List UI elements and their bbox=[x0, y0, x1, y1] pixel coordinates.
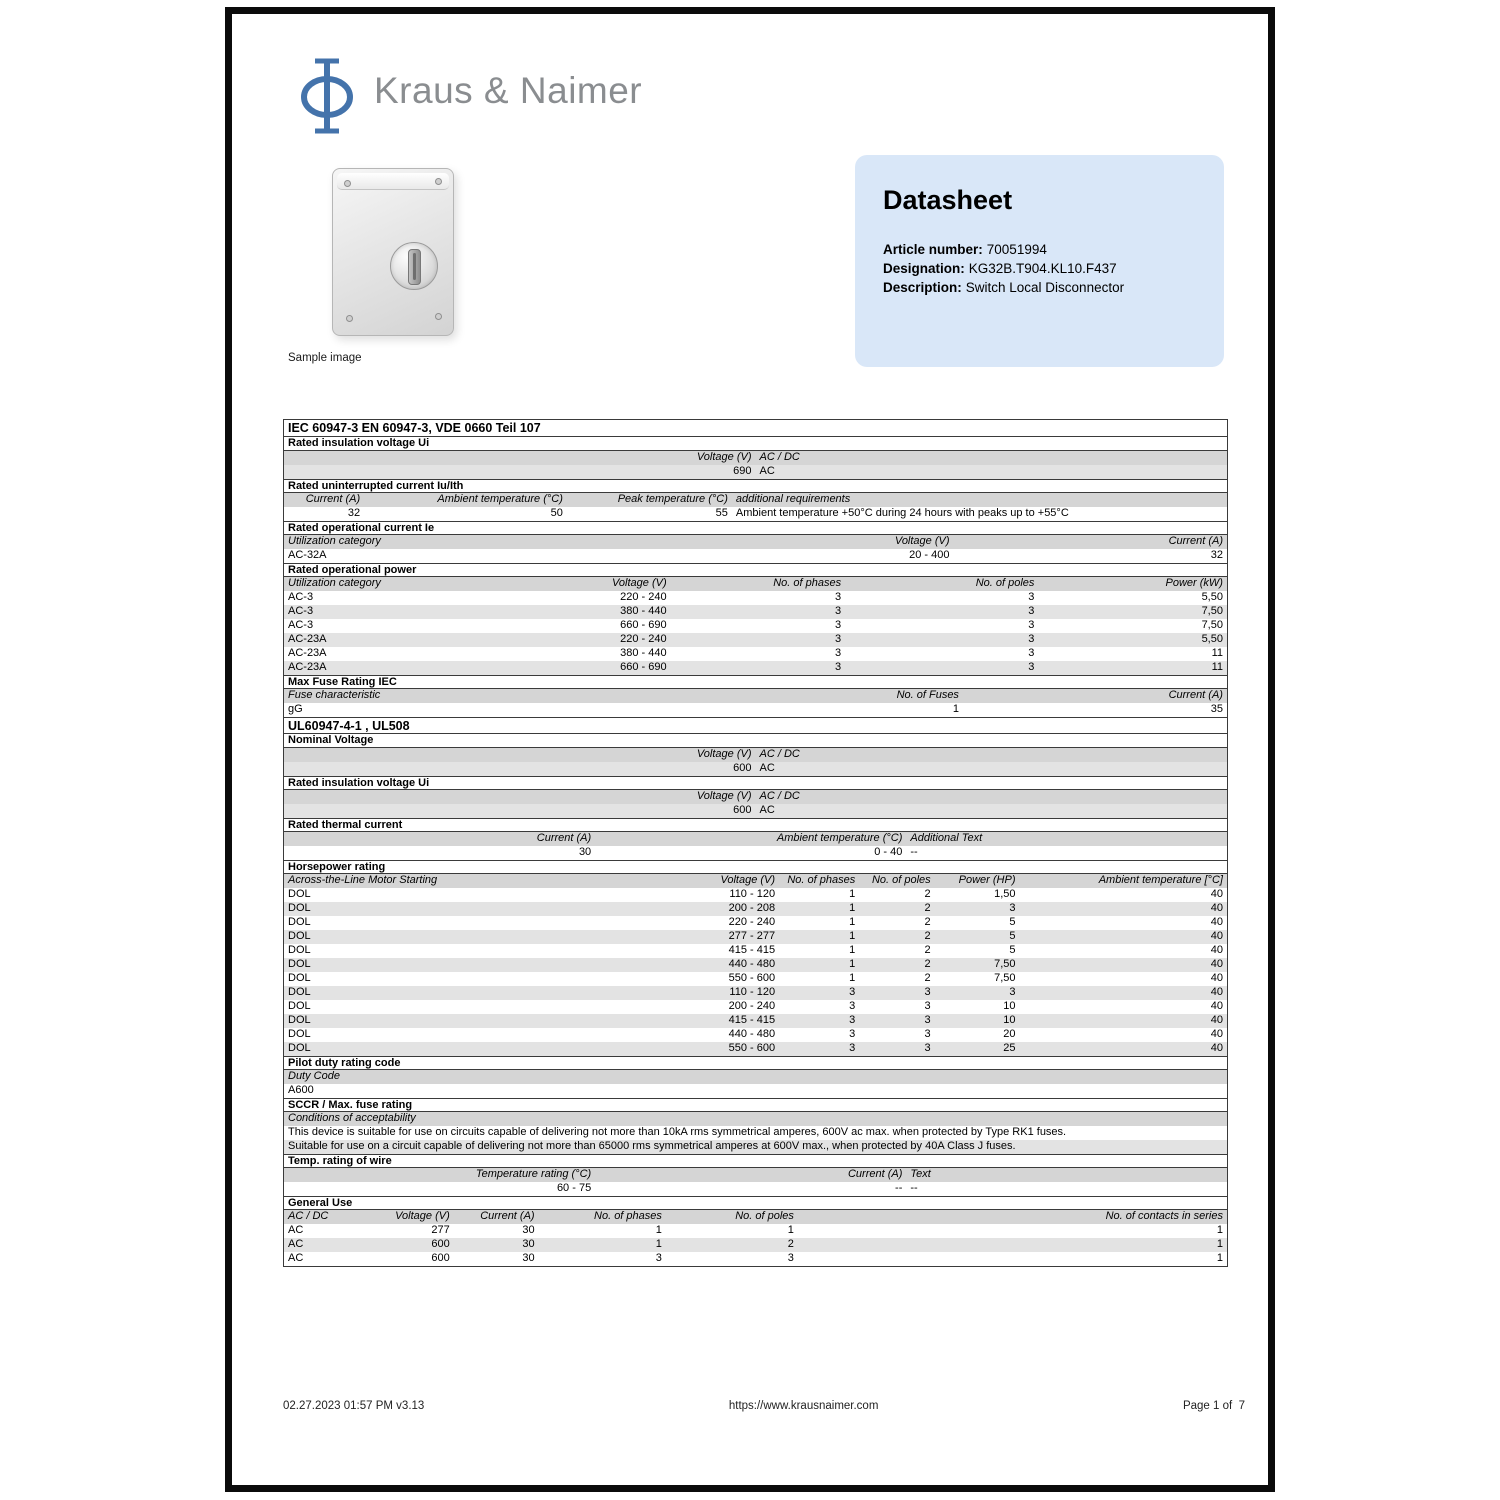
sample-image-caption: Sample image bbox=[288, 352, 362, 364]
table-cell: 30 bbox=[522, 1252, 535, 1264]
phi-icon bbox=[298, 56, 356, 136]
table-column-header-row bbox=[284, 451, 1227, 465]
table-cell: DOL bbox=[288, 902, 311, 914]
table-cell: 20 bbox=[1003, 1028, 1016, 1040]
table-column-header-row bbox=[284, 1168, 1227, 1182]
table-subsection-header: Nominal Voltage bbox=[284, 734, 1227, 748]
table-cell: 3 bbox=[787, 1252, 794, 1264]
table-cell: 1 bbox=[655, 1224, 662, 1236]
table-row bbox=[284, 465, 1227, 479]
description-field bbox=[883, 278, 1196, 297]
table-cell: AC / DC bbox=[288, 1210, 329, 1222]
table-cell: 40 bbox=[1210, 1042, 1223, 1054]
table-cell: 30 bbox=[522, 1224, 535, 1236]
table-row bbox=[284, 972, 1227, 986]
spec-table bbox=[283, 419, 1228, 1267]
table-subsection-header: Rated insulation voltage Ui bbox=[284, 776, 1227, 790]
table-cell: 3 bbox=[924, 986, 931, 998]
table-cell: 10 bbox=[1003, 1000, 1016, 1012]
table-cell: 1 bbox=[952, 703, 959, 715]
table-cell: Voltage (V) bbox=[696, 790, 752, 802]
table-cell: No. of poles bbox=[975, 577, 1035, 589]
table-subsection-header: Rated operational power bbox=[284, 563, 1227, 577]
table-cell: 50 bbox=[550, 507, 563, 519]
table-cell: DOL bbox=[288, 1000, 311, 1012]
rotary-knob bbox=[390, 242, 438, 290]
table-cell: 380 - 440 bbox=[620, 647, 667, 659]
table-cell: 200 - 240 bbox=[728, 1000, 776, 1012]
table-column-header-row bbox=[284, 1070, 1227, 1084]
table-cell: 1 bbox=[1216, 1238, 1223, 1250]
table-subsection-header: Pilot duty rating code bbox=[284, 1056, 1227, 1070]
table-row bbox=[284, 916, 1227, 930]
table-cell: 5,50 bbox=[1201, 591, 1223, 603]
table-cell: AC bbox=[288, 1238, 304, 1250]
designation-field bbox=[883, 259, 1196, 278]
footer-url-link[interactable]: https://www.krausnaimer.com bbox=[728, 1400, 879, 1412]
table-cell: 3 bbox=[849, 1000, 856, 1012]
table-column-header-row bbox=[284, 1112, 1227, 1126]
table-cell: 3 bbox=[849, 986, 856, 998]
table-cell: 5,50 bbox=[1201, 633, 1223, 645]
table-row bbox=[284, 605, 1227, 619]
table-cell: 2 bbox=[924, 902, 931, 914]
table-row bbox=[284, 647, 1227, 661]
footer-page-number: Page 1 of 7 bbox=[1182, 1400, 1245, 1412]
table-cell: 3 bbox=[834, 591, 842, 603]
table-cell: 30 bbox=[578, 846, 592, 858]
table-cell: 3 bbox=[924, 1014, 931, 1026]
table-row bbox=[284, 958, 1227, 972]
table-cell: Voltage (V) bbox=[395, 1210, 450, 1222]
article-number-field bbox=[883, 240, 1196, 259]
table-section-header: UL60947-4-1 , UL508 bbox=[284, 717, 1227, 734]
table-subsection-header: Rated thermal current bbox=[284, 818, 1227, 832]
table-row bbox=[284, 1224, 1227, 1238]
table-cell: 2 bbox=[924, 944, 931, 956]
table-cell: 5 bbox=[1009, 944, 1016, 956]
table-cell: AC-23A bbox=[288, 661, 327, 673]
table-cell: DOL bbox=[288, 986, 311, 998]
table-cell: 1 bbox=[849, 930, 856, 942]
table-cell: 40 bbox=[1210, 1014, 1223, 1026]
table-cell: 550 - 600 bbox=[728, 1042, 776, 1054]
table-cell: 11 bbox=[1211, 647, 1223, 659]
page-footer bbox=[283, 1400, 1245, 1412]
table-cell: 600 bbox=[431, 1252, 450, 1264]
table-cell: 5 bbox=[1009, 930, 1016, 942]
table-cell: 1 bbox=[1216, 1224, 1223, 1236]
table-cell: 200 - 208 bbox=[728, 902, 776, 914]
table-cell: Ambient temperature (°C) bbox=[776, 832, 903, 844]
table-cell: 3 bbox=[655, 1252, 662, 1264]
page-frame bbox=[225, 7, 1275, 1492]
table-cell: AC / DC bbox=[759, 451, 800, 463]
table-row bbox=[284, 1028, 1227, 1042]
field-value: 70051994 bbox=[986, 242, 1047, 257]
table-cell: DOL bbox=[288, 972, 311, 984]
table-cell: 3 bbox=[834, 633, 842, 645]
table-cell: Voltage (V) bbox=[720, 874, 776, 886]
table-column-header-row bbox=[284, 748, 1227, 762]
table-cell: AC bbox=[759, 762, 775, 774]
table-cell: DOL bbox=[288, 1028, 311, 1040]
table-row bbox=[284, 1042, 1227, 1056]
table-cell: 40 bbox=[1210, 1028, 1223, 1040]
table-subsection-header: Horsepower rating bbox=[284, 860, 1227, 874]
table-cell: 3 bbox=[924, 1028, 931, 1040]
table-cell: 1 bbox=[655, 1238, 662, 1250]
table-cell: 3 bbox=[1028, 647, 1035, 659]
table-column-header-row bbox=[284, 1210, 1227, 1224]
table-subsection-header: Temp. rating of wire bbox=[284, 1154, 1227, 1168]
table-cell: 440 - 480 bbox=[728, 958, 776, 970]
table-cell: No. of poles bbox=[871, 874, 931, 886]
table-cell: 3 bbox=[1028, 661, 1035, 673]
table-cell: 600 bbox=[733, 762, 752, 774]
table-cell: Current (A) bbox=[1168, 535, 1223, 547]
footer-timestamp: 02.27.2023 01:57 PM v3.13 bbox=[283, 1400, 425, 1412]
table-cell: Current (A) bbox=[305, 493, 361, 505]
table-cell: 7,50 bbox=[1201, 619, 1223, 631]
table-column-header-row bbox=[284, 535, 1227, 549]
table-cell: DOL bbox=[288, 1042, 311, 1054]
table-cell: 0 - 40 bbox=[874, 846, 903, 858]
table-cell: 60 - 75 bbox=[556, 1182, 592, 1194]
table-cell: -- bbox=[910, 1182, 918, 1194]
table-cell: 1 bbox=[849, 916, 856, 928]
table-cell: 660 - 690 bbox=[620, 661, 667, 673]
table-cell: No. of phases bbox=[773, 577, 842, 589]
table-cell: 660 - 690 bbox=[620, 619, 667, 631]
table-cell: 110 - 120 bbox=[729, 888, 776, 900]
table-cell: 1 bbox=[1216, 1252, 1223, 1264]
table-row bbox=[284, 661, 1227, 675]
table-cell: 32 bbox=[347, 507, 361, 519]
table-column-header-row bbox=[284, 493, 1227, 507]
table-cell: gG bbox=[288, 703, 303, 715]
table-cell: No. of poles bbox=[735, 1210, 794, 1222]
table-cell: 1 bbox=[787, 1224, 794, 1236]
screw-icon bbox=[435, 178, 442, 185]
table-row bbox=[284, 902, 1227, 916]
table-cell: No. of phases bbox=[594, 1210, 662, 1222]
table-cell: No. of Fuses bbox=[896, 689, 959, 701]
table-cell: DOL bbox=[288, 958, 311, 970]
table-cell: Voltage (V) bbox=[696, 451, 752, 463]
table-cell: Current (A) bbox=[480, 1210, 535, 1222]
table-cell: additional requirements bbox=[735, 493, 851, 505]
table-cell: DOL bbox=[288, 916, 311, 928]
table-cell: 3 bbox=[834, 647, 842, 659]
table-cell: AC-23A bbox=[288, 633, 327, 645]
table-cell: 440 - 480 bbox=[728, 1028, 776, 1040]
table-row bbox=[284, 633, 1227, 647]
table-cell: Text bbox=[910, 1168, 931, 1180]
table-cell: 2 bbox=[924, 972, 931, 984]
table-cell: 600 bbox=[733, 804, 752, 816]
table-cell: -- bbox=[895, 1182, 903, 1194]
table-cell: Power (kW) bbox=[1165, 577, 1223, 589]
table-cell: AC bbox=[759, 804, 775, 816]
table-cell: 3 bbox=[849, 1042, 856, 1054]
table-column-header-row bbox=[284, 689, 1227, 703]
table-subsection-header: Max Fuse Rating IEC bbox=[284, 675, 1227, 689]
table-cell: Current (A) bbox=[536, 832, 592, 844]
table-row bbox=[284, 1238, 1227, 1252]
table-cell: AC bbox=[288, 1252, 304, 1264]
table-cell: 3 bbox=[1009, 902, 1016, 914]
datasheet-panel bbox=[855, 155, 1224, 367]
product-image bbox=[332, 168, 454, 336]
table-cell: 3 bbox=[834, 661, 842, 673]
table-row bbox=[284, 1014, 1227, 1028]
table-cell: 1 bbox=[849, 972, 856, 984]
table-cell: Across-the-Line Motor Starting bbox=[288, 874, 438, 886]
table-cell: A600 bbox=[288, 1084, 314, 1096]
table-cell: Ambient temperature +50°C during 24 hours with peaks up to +55°C bbox=[735, 507, 1069, 519]
table-cell: 7,50 bbox=[994, 972, 1016, 984]
table-cell: 55 bbox=[715, 507, 728, 519]
table-row bbox=[284, 888, 1227, 902]
table-cell: 3 bbox=[834, 605, 842, 617]
table-cell: AC-32A bbox=[288, 549, 327, 561]
table-cell: AC-3 bbox=[288, 605, 314, 617]
table-cell: Voltage (V) bbox=[612, 577, 667, 589]
field-value: Switch Local Disconnector bbox=[965, 280, 1125, 295]
table-cell: 3 bbox=[834, 619, 842, 631]
table-cell: DOL bbox=[288, 888, 311, 900]
table-cell: 40 bbox=[1210, 902, 1223, 914]
table-cell: 277 bbox=[431, 1224, 450, 1236]
table-cell: Ambient temperature [°C] bbox=[1098, 874, 1223, 886]
table-row bbox=[284, 1140, 1227, 1154]
table-cell: 2 bbox=[924, 888, 931, 900]
table-cell: AC bbox=[288, 1224, 304, 1236]
field-label: Designation: bbox=[883, 261, 965, 276]
field-label: Article number: bbox=[883, 242, 983, 257]
table-cell: 220 - 240 bbox=[620, 633, 667, 645]
table-cell: 3 bbox=[924, 1000, 931, 1012]
table-cell: 5 bbox=[1009, 916, 1016, 928]
table-column-header-row bbox=[284, 790, 1227, 804]
table-row bbox=[284, 944, 1227, 958]
table-row bbox=[284, 1182, 1227, 1196]
table-cell: 30 bbox=[522, 1238, 535, 1250]
table-cell: AC-3 bbox=[288, 591, 314, 603]
screw-icon bbox=[346, 315, 353, 322]
table-subsection-header: Rated insulation voltage Ui bbox=[284, 437, 1227, 451]
table-cell: Additional Text bbox=[910, 832, 983, 844]
table-cell: -- bbox=[910, 846, 918, 858]
table-cell: No. of phases bbox=[787, 874, 856, 886]
table-cell: 2 bbox=[787, 1238, 794, 1250]
table-cell: 1 bbox=[849, 944, 856, 956]
table-cell: 3 bbox=[1028, 633, 1035, 645]
table-cell: 3 bbox=[849, 1028, 856, 1040]
table-row bbox=[284, 591, 1227, 605]
table-cell: Power (HP) bbox=[958, 874, 1016, 886]
table-cell: 40 bbox=[1210, 930, 1223, 942]
table-column-header-row bbox=[284, 874, 1227, 888]
table-cell: Voltage (V) bbox=[696, 748, 752, 760]
screw-icon bbox=[435, 313, 442, 320]
knob-handle bbox=[408, 249, 421, 285]
field-value: KG32B.T904.KL10.F437 bbox=[968, 261, 1117, 276]
table-cell: No. of contacts in series bbox=[1105, 1210, 1223, 1222]
table-cell: 32 bbox=[1210, 549, 1223, 561]
table-cell: 25 bbox=[1003, 1042, 1016, 1054]
table-subsection-header: SCCR / Max. fuse rating bbox=[284, 1098, 1227, 1112]
table-cell: AC-23A bbox=[288, 647, 327, 659]
table-cell: 20 - 400 bbox=[909, 549, 950, 561]
table-cell: 3 bbox=[924, 1042, 931, 1054]
table-cell: 40 bbox=[1210, 944, 1223, 956]
table-cell: 7,50 bbox=[1201, 605, 1223, 617]
table-cell: Duty Code bbox=[288, 1070, 340, 1082]
table-cell: 2 bbox=[924, 930, 931, 942]
table-cell: 110 - 120 bbox=[729, 986, 776, 998]
table-row bbox=[284, 1126, 1227, 1140]
table-cell: 220 - 240 bbox=[728, 916, 776, 928]
table-cell: 550 - 600 bbox=[728, 972, 776, 984]
table-row bbox=[284, 507, 1227, 521]
page-title: Datasheet bbox=[883, 185, 1013, 215]
table-cell: Ambient temperature (°C) bbox=[437, 493, 563, 505]
table-row bbox=[284, 930, 1227, 944]
table-subsection-header: Rated operational current Ie bbox=[284, 521, 1227, 535]
table-cell: 35 bbox=[1210, 703, 1223, 715]
table-cell: 40 bbox=[1210, 888, 1223, 900]
table-cell: 11 bbox=[1211, 661, 1223, 673]
table-cell: Utilization category bbox=[288, 535, 381, 547]
table-cell: Utilization category bbox=[288, 577, 381, 589]
table-cell: AC-3 bbox=[288, 619, 314, 631]
table-cell: 3 bbox=[1009, 986, 1016, 998]
table-cell: 1,50 bbox=[994, 888, 1016, 900]
table-cell: 415 - 415 bbox=[728, 1014, 776, 1026]
table-row bbox=[284, 804, 1227, 818]
table-row bbox=[284, 549, 1227, 563]
table-cell: AC bbox=[759, 465, 775, 477]
table-cell: DOL bbox=[288, 930, 311, 942]
table-row bbox=[284, 762, 1227, 776]
table-cell: Fuse characteristic bbox=[288, 689, 381, 701]
table-cell: Suitable for use on a circuit capable of delivering not more than 65000 rms symmetrical amperes at 600V max., when protected by 40A Class J fuses. bbox=[288, 1140, 1016, 1152]
table-cell: 3 bbox=[1028, 591, 1035, 603]
table-cell: 10 bbox=[1003, 1014, 1016, 1026]
table-cell: Peak temperature (°C) bbox=[617, 493, 728, 505]
table-cell: 3 bbox=[1028, 619, 1035, 631]
table-cell: This device is suitable for use on circuits capable of delivering not more than 10kA rms symmetrical amperes, 600V ac max. when protected by Type RK1 fuses. bbox=[288, 1126, 1067, 1138]
table-cell: 7,50 bbox=[994, 958, 1016, 970]
table-cell: AC / DC bbox=[759, 748, 800, 760]
table-cell: 3 bbox=[849, 1014, 856, 1026]
table-cell: 40 bbox=[1210, 958, 1223, 970]
table-column-header-row bbox=[284, 832, 1227, 846]
table-cell: AC / DC bbox=[759, 790, 800, 802]
table-cell: Conditions of acceptability bbox=[288, 1112, 416, 1124]
brand-name: Kraus & Naimer bbox=[374, 70, 643, 111]
table-cell: 40 bbox=[1210, 972, 1223, 984]
table-cell: 1 bbox=[849, 888, 856, 900]
screw-icon bbox=[344, 180, 351, 187]
table-cell: 2 bbox=[924, 916, 931, 928]
table-row bbox=[284, 703, 1227, 717]
table-cell: 380 - 440 bbox=[620, 605, 667, 617]
table-row bbox=[284, 1084, 1227, 1098]
table-cell: 1 bbox=[849, 902, 856, 914]
table-row bbox=[284, 1252, 1227, 1266]
table-row bbox=[284, 986, 1227, 1000]
table-cell: DOL bbox=[288, 1014, 311, 1026]
table-cell: 40 bbox=[1210, 1000, 1223, 1012]
table-cell: 2 bbox=[924, 958, 931, 970]
table-cell: Current (A) bbox=[1168, 689, 1223, 701]
table-column-header-row bbox=[284, 577, 1227, 591]
table-cell: Temperature rating (°C) bbox=[475, 1168, 592, 1180]
table-cell: Current (A) bbox=[847, 1168, 903, 1180]
table-row bbox=[284, 1000, 1227, 1014]
table-cell: 40 bbox=[1210, 916, 1223, 928]
field-label: Description: bbox=[883, 280, 962, 295]
table-cell: 1 bbox=[849, 958, 856, 970]
table-cell: 277 - 277 bbox=[728, 930, 776, 942]
table-cell: 415 - 415 bbox=[728, 944, 776, 956]
table-row bbox=[284, 619, 1227, 633]
table-subsection-header: General Use bbox=[284, 1196, 1227, 1210]
table-row bbox=[284, 846, 1227, 860]
table-cell: Voltage (V) bbox=[894, 535, 950, 547]
table-cell: 40 bbox=[1210, 986, 1223, 998]
table-subsection-header: Rated uninterrupted current Iu/Ith bbox=[284, 479, 1227, 493]
table-cell: 690 bbox=[733, 465, 752, 477]
table-section-header: IEC 60947-3 EN 60947-3, VDE 0660 Teil 107 bbox=[284, 420, 1227, 437]
table-cell: 600 bbox=[431, 1238, 450, 1250]
table-cell: 220 - 240 bbox=[620, 591, 667, 603]
table-cell: 3 bbox=[1028, 605, 1035, 617]
table-cell: DOL bbox=[288, 944, 311, 956]
